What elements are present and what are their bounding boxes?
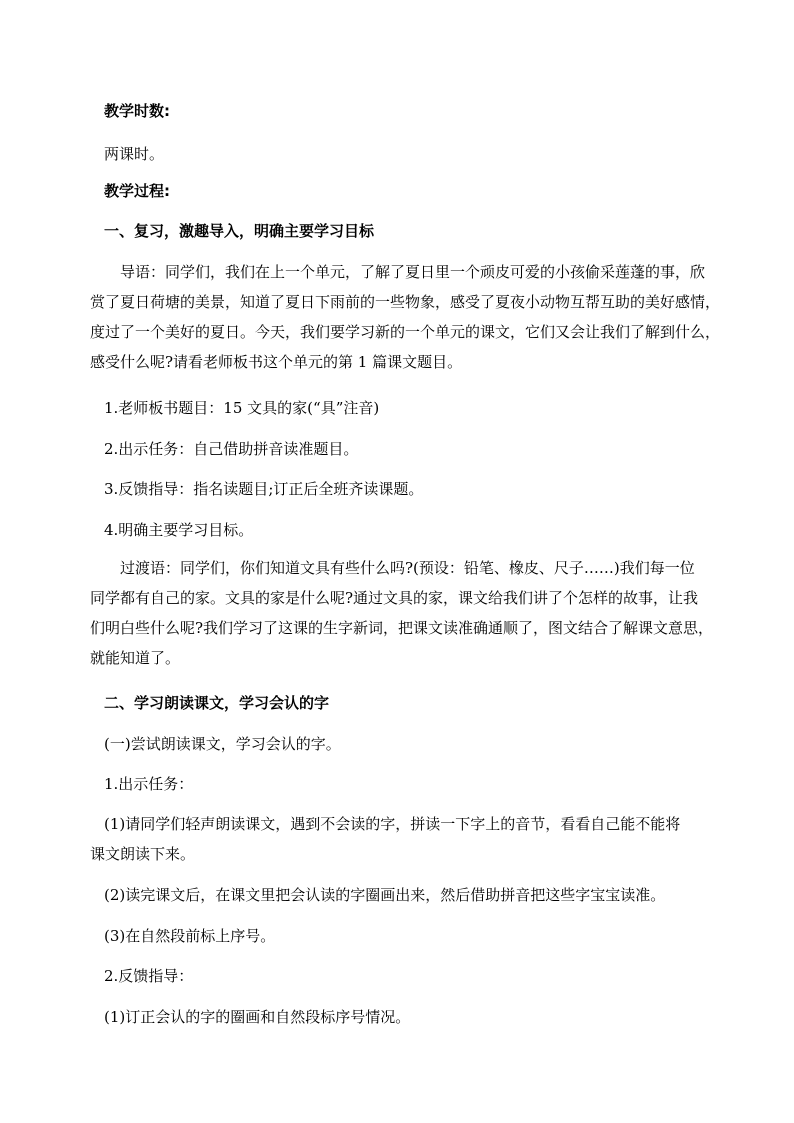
teaching-hours-value: 两课时。: [104, 145, 165, 163]
intro-line: 感受什么呢?请看老师板书这个单元的第 1 篇课文题目。: [90, 353, 463, 371]
transition-line: 就能知道了。: [90, 649, 181, 667]
task-label: 1.出示任务：: [104, 775, 194, 793]
heading-teaching-process: 教学过程:: [104, 182, 170, 200]
task-1-paragraph: [90, 809, 710, 869]
transition-line: 过渡语：同学们，你们知道文具有些什么吗?(预设：铅笔、橡皮、尺子……)我们每一位: [120, 559, 695, 577]
item-4: 4.明确主要学习目标。: [104, 521, 254, 539]
transition-line: 们明白些什么呢?我们学习了这课的生字新词，把课文读准确通顺了，图文结合了解课文意思，: [90, 619, 714, 637]
heading-teaching-hours: 教学时数:: [104, 102, 170, 120]
task-1-line: (1)请同学们轻声朗读课文，遇到不会读的字，拼读一下字上的音节，看看自己能不能将: [104, 815, 681, 833]
task-2: (2)读完课文后，在课文里把会认读的字圈画出来，然后借助拼音把这些字宝宝读准。: [104, 886, 666, 904]
transition-paragraph: [90, 553, 714, 673]
subsection-1: (一)尝试朗读课文，学习会认的字。: [104, 735, 341, 753]
task-3: (3)在自然段前标上序号。: [104, 927, 276, 945]
item-3: 3.反馈指导：指名读题目;订正后全班齐读课题。: [104, 480, 424, 498]
intro-paragraph: [90, 257, 721, 377]
intro-line: 导语：同学们，我们在上一个单元，了解了夏日里一个顽皮可爱的小孩偷采莲蓬的事，欣: [120, 263, 706, 281]
intro-line: 度过了一个美好的夏日。今天，我们要学习新的一个单元的课文，它们又会让我们了解到什么，: [90, 323, 721, 341]
item-1: 1.老师板书题目：15 文具的家(“具”注音): [104, 399, 380, 417]
intro-line: 赏了夏日荷塘的美景，知道了夏日下雨前的一些物象，感受了夏夜小动物互帮互助的美好感情，: [90, 293, 721, 311]
transition-line: 同学都有自己的家。文具的家是什么呢?通过文具的家，课文给我们讲了个怎样的故事，让我: [90, 589, 699, 607]
section-1-title: 一、复习，激趣导入，明确主要学习目标: [104, 222, 375, 240]
item-2: 2.出示任务：自己借助拼音读准题目。: [104, 440, 359, 458]
section-2-title: 二、学习朗读课文，学习会认的字: [104, 694, 330, 712]
task-1-line: 课文朗读下来。: [90, 845, 196, 863]
feedback-1: (1)订正会认的字的圈画和自然段标序号情况。: [104, 1008, 411, 1026]
feedback-label: 2.反馈指导：: [104, 967, 194, 985]
